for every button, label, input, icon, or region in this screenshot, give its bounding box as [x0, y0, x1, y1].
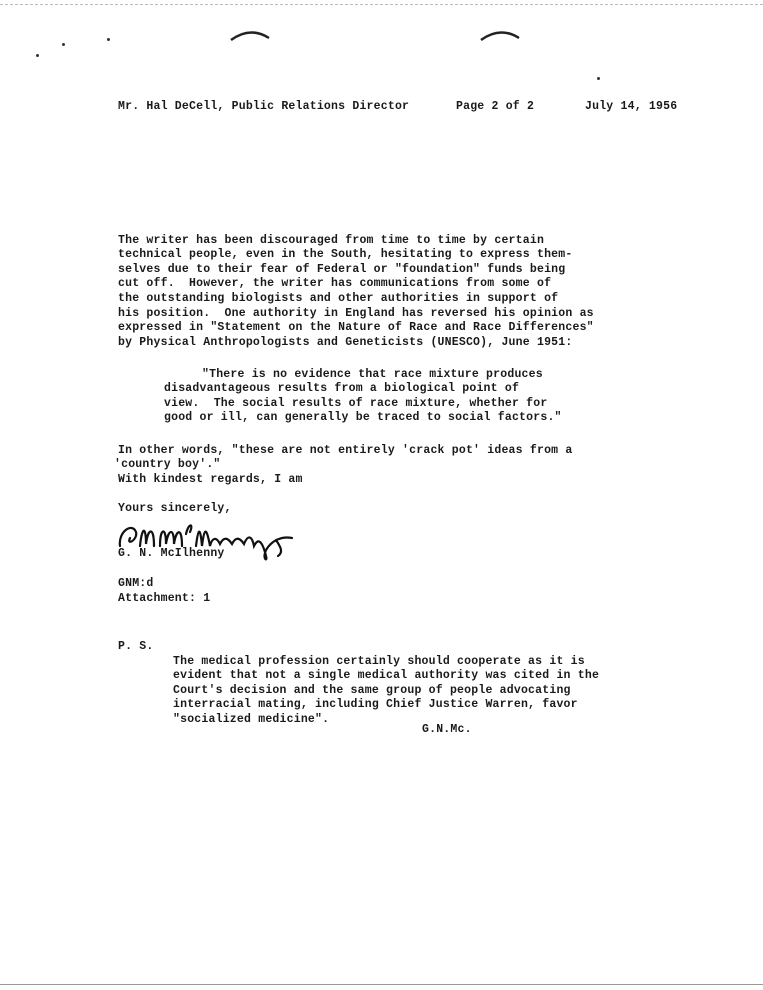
text-line: the outstanding biologists and other authorities in support of — [118, 291, 559, 305]
regards-line: With kindest regards, I am — [118, 473, 303, 486]
text-line: technical people, even in the South, hesitating to express them- — [118, 248, 573, 262]
text-line: by Physical Anthropologists and Geneticists (UNESCO), June 1951: — [118, 335, 573, 349]
text-line: selves due to their fear of Federal or "foundation" funds being — [118, 262, 566, 276]
postscript-signoff: G.N.Mc. — [422, 723, 472, 736]
punch-mark-left — [228, 28, 272, 42]
signer-name: G. N. McIlhenny — [118, 547, 225, 560]
text-line: disadvantageous results from a biological point of — [164, 382, 520, 396]
closing-line: Yours sincerely, — [118, 502, 232, 515]
speck — [62, 43, 65, 46]
speck — [107, 38, 110, 41]
paragraph-1 — [118, 219, 594, 365]
text-line: "socialized medicine". — [173, 712, 330, 726]
text-line: his position. One authority in England has reversed his opinion as — [118, 306, 594, 320]
text-line: evident that not a single medical authority was cited in the — [173, 669, 600, 683]
postscript-body — [173, 640, 599, 742]
typist-initials: GNM:d — [118, 577, 154, 590]
text-line: "There is no evidence that race mixture produces — [202, 367, 543, 381]
text-line: good or ill, can generally be traced to social factors." — [164, 411, 562, 425]
text-line: expressed in "Statement on the Nature of Race and Race Differences" — [118, 321, 594, 335]
text-line: 'country boy'." — [114, 458, 221, 472]
quotation — [164, 353, 562, 441]
punch-mark-right — [478, 28, 522, 42]
text-line: The writer has been discouraged from time to time by certain — [118, 233, 545, 247]
header-page: Page 2 of 2 — [456, 100, 535, 113]
attachment-note: Attachment: 1 — [118, 592, 211, 605]
speck — [597, 77, 600, 80]
top-edge — [0, 4, 763, 5]
postscript-label: P. S. — [118, 640, 154, 653]
header-recipient: Mr. Hal DeCell, Public Relations Director — [118, 100, 410, 113]
text-line: interracial mating, including Chief Justice Warren, favor — [173, 698, 578, 712]
text-line: Court's decision and the same group of people advocating — [173, 683, 571, 697]
text-line: cut off. However, the writer has communications from some of — [118, 277, 552, 291]
speck — [36, 54, 39, 57]
bottom-edge — [0, 984, 763, 985]
text-line: In other words, "these are not entirely 'crack pot' ideas from a — [118, 443, 573, 457]
header-date: July 14, 1956 — [585, 100, 678, 113]
text-line: The medical profession certainly should cooperate as it is — [173, 654, 585, 668]
text-line: view. The social results of race mixture, whether for — [164, 396, 548, 410]
